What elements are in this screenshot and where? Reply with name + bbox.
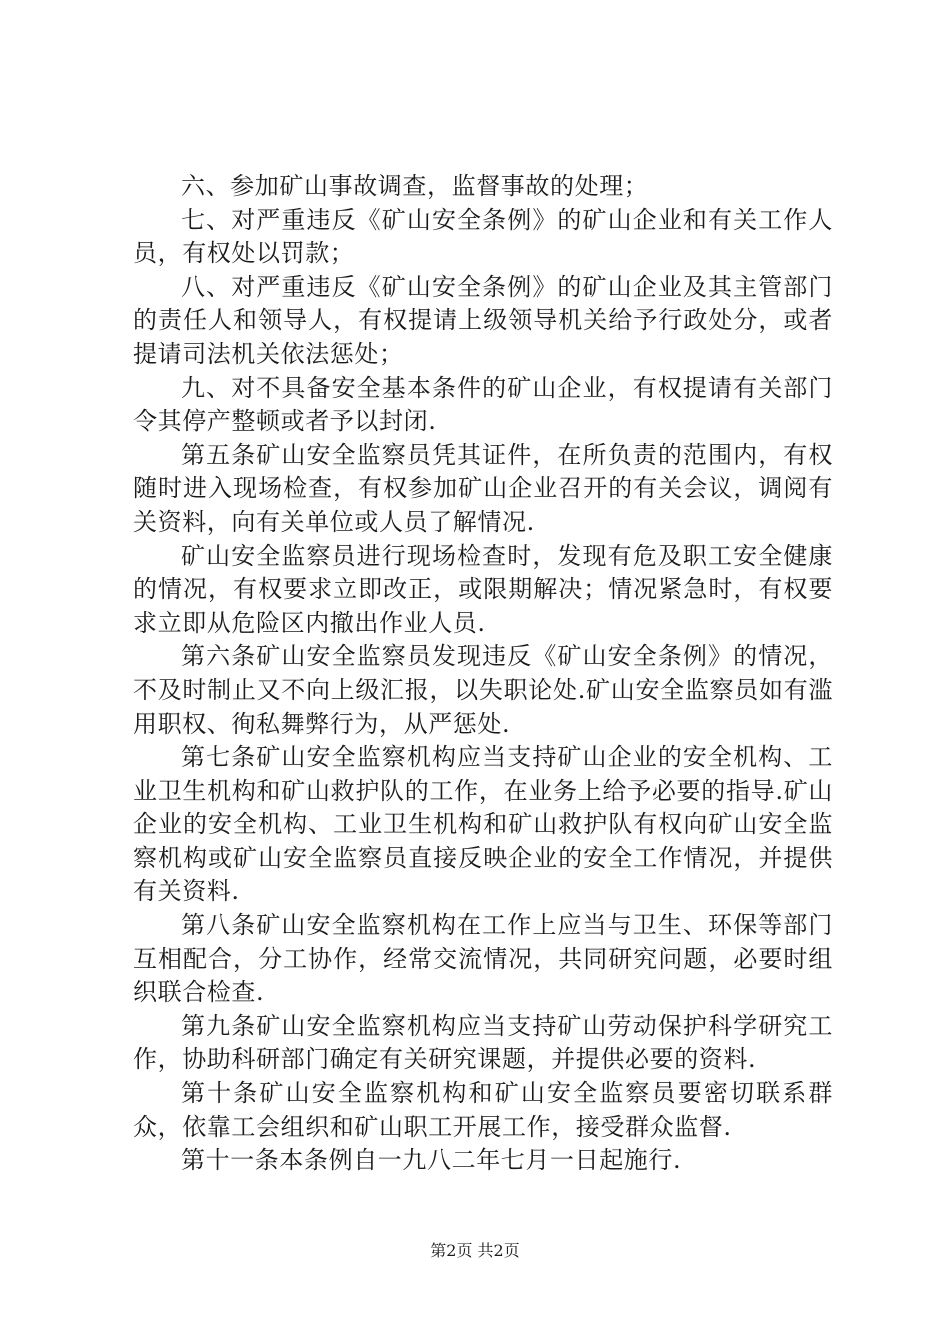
paragraph-item-8: 八、对严重违反《矿山安全条例》的矿山企业及其主管部门的责任人和领导人，有权提请上级领导机关给予行政处分，或者提请司法机关依法惩处；: [133, 272, 833, 368]
page-footer: 第2页 共2页: [430, 1241, 520, 1260]
paragraph-article-9: 第九条矿山安全监察机构应当支持矿山劳动保护科学研究工作，协助科研部门确定有关研究课题，并提供必要的资料.: [133, 1011, 833, 1074]
paragraph-item-9: 九、对不具备安全基本条件的矿山企业，有权提请有关部门令其停产整顿或者予以封闭.: [133, 373, 833, 436]
document-body: [133, 170, 833, 1178]
paragraph-article-10: 第十条矿山安全监察机构和矿山安全监察员要密切联系群众，依靠工会组织和矿山职工开展工作，接受群众监督.: [133, 1079, 833, 1141]
paragraph-article-5: 第五条矿山安全监察员凭其证件，在所负责的范围内，有权随时进入现场检查，有权参加矿山企业召开的有关会议，调阅有关资料，向有关单位或人员了解情况.: [133, 440, 833, 536]
paragraph-article-6: 第六条矿山安全监察员发现违反《矿山安全条例》的情况，不及时制止又不向上级汇报，以失职论处.矿山安全监察员如有滥用职权、徇私舞弊行为，从严惩处.: [133, 642, 833, 738]
paragraph-article-5-cont: 矿山安全监察员进行现场检查时，发现有危及职工安全健康的情况，有权要求立即改正，或限期解决；情况紧急时，有权要求立即从危险区内撤出作业人员.: [133, 541, 833, 637]
paragraph-article-11: 第十一条本条例自一九八二年七月一日起施行.: [181, 1146, 682, 1175]
paragraph-item-7: 七、对严重违反《矿山安全条例》的矿山企业和有关工作人员，有权处以罚款；: [133, 205, 833, 268]
paragraph-item-6: 六、参加矿山事故调查，监督事故的处理；: [181, 172, 649, 200]
paragraph-article-8: 第八条矿山安全监察机构在工作上应当与卫生、环保等部门互相配合，分工协作，经常交流情况，共同研究问题，必要时组织联合检查.: [133, 911, 833, 1007]
paragraph-article-7: 第七条矿山安全监察机构应当支持矿山企业的安全机构、工业卫生机构和矿山救护队的工作，在业务上给予必要的指导.矿山企业的安全机构、工业卫生机构和矿山救护队有权向矿山安全监察机构或矿山安全监察员直接反映企业的安全工作情况，并提供有关资料.: [133, 743, 833, 906]
